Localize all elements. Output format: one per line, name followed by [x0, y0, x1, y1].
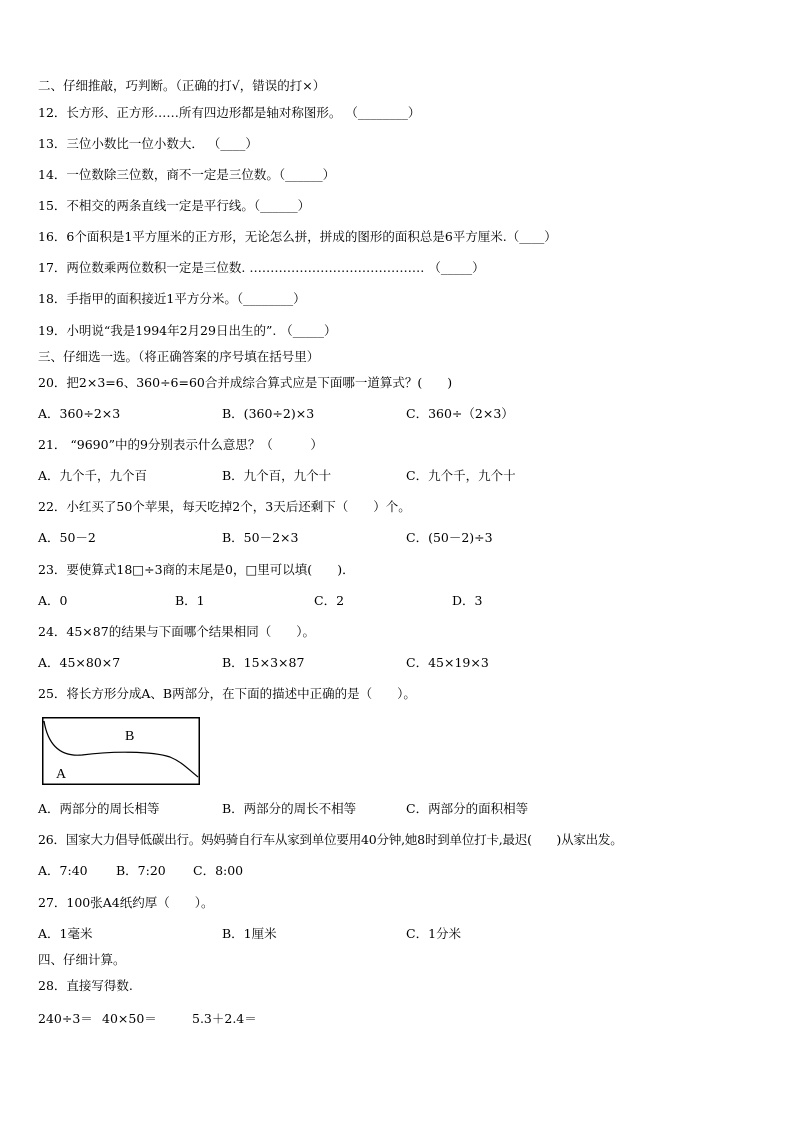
q20-option-a: A．360÷2×3	[38, 406, 121, 421]
q26-option-a: A．7:40	[38, 863, 88, 878]
question-25: 25．将长方形分成A、B两部分，在下面的描述中正确的是（ ）。	[38, 686, 416, 701]
q21-option-c: C．九个千，九个十	[406, 468, 516, 483]
question-20: 20．把2×3=6、360÷6=60合并成综合算式应是下面哪一道算式？( )	[38, 375, 453, 390]
section-2-heading: 二、仔细推敲，巧判断。（正确的打√，错误的打×）	[38, 78, 326, 93]
q22-option-b: B．50－2×3	[222, 530, 299, 545]
region-a-label: A	[56, 767, 67, 782]
q25-option-c: C．两部分的面积相等	[406, 801, 529, 816]
q24-option-b: B．15×3×87	[222, 655, 305, 670]
q23-option-d: D．3	[452, 593, 483, 608]
q27-option-c: C．1分米	[406, 926, 462, 941]
q25-option-a: A．两部分的周长相等	[38, 801, 160, 816]
q23-option-b: B．1	[175, 593, 205, 608]
q27-option-a: A．1毫米	[38, 926, 93, 941]
question-13: 13．三位小数比一位小数大． （____）	[38, 136, 258, 151]
question-24: 24．45×87的结果与下面哪个结果相同（ ）。	[38, 624, 315, 639]
q20-option-b: B．(360÷2)×3	[222, 406, 315, 421]
question-18: 18．手指甲的面积接近1平方分米。（________）	[38, 291, 306, 306]
q26-option-c: C．8:00	[193, 863, 244, 878]
q22-option-c: C．(50－2)÷3	[406, 530, 493, 545]
question-16: 16．6个面积是1平方厘米的正方形，无论怎么拼，拼成的图形的面积总是6平方厘米.（____）	[38, 229, 557, 244]
question-21: 21． “9690”中的9分别表示什么意思？（ ）	[38, 437, 323, 452]
calc-expression-1: 240÷3＝	[38, 1011, 93, 1026]
question-12: 12．长方形、正方形……所有四边形都是轴对称图形。 （________）	[38, 105, 421, 120]
question-19: 19．小明说“我是1994年2月29日出生的”. （_____）	[38, 323, 337, 338]
rectangle-figure	[42, 717, 200, 785]
region-b-label: B	[125, 729, 135, 744]
section-4-heading: 四、仔细计算。	[38, 952, 126, 967]
calc-expression-3: 5.3＋2.4＝	[192, 1011, 257, 1026]
q23-option-a: A．0	[38, 593, 68, 608]
q20-option-c: C．360÷（2×3）	[406, 406, 514, 421]
q24-option-a: A．45×80×7	[38, 655, 121, 670]
calc-expression-2: 40×50＝	[102, 1011, 157, 1026]
section-3-heading: 三、仔细选一选。（将正确答案的序号填在括号里）	[38, 349, 320, 364]
question-17: 17．两位数乘两位数积一定是三位数. …………………………………… （_____）	[38, 260, 485, 275]
q26-option-b: B．7:20	[116, 863, 166, 878]
rectangle-diagram	[42, 717, 200, 785]
question-22: 22．小红买了50个苹果，每天吃掉2个，3天后还剩下（ ）个。	[38, 499, 411, 514]
q23-option-c: C．2	[314, 593, 345, 608]
question-28: 28．直接写得数.	[38, 978, 133, 993]
q21-option-b: B．九个百，九个十	[222, 468, 332, 483]
q25-option-b: B．两部分的周长不相等	[222, 801, 357, 816]
question-14: 14．一位数除三位数，商不一定是三位数。（______）	[38, 167, 336, 182]
question-15: 15．不相交的两条直线一定是平行线。（______）	[38, 198, 311, 213]
q24-option-c: C．45×19×3	[406, 655, 489, 670]
q22-option-a: A．50－2	[38, 530, 96, 545]
question-27: 27．100张A4纸约厚（ ）。	[38, 895, 214, 910]
q21-option-a: A．九个千，九个百	[38, 468, 148, 483]
question-23: 23．要使算式18□÷3商的末尾是0，□里可以填( )．	[38, 562, 355, 577]
question-26: 26．国家大力倡导低碳出行。妈妈骑自行车从家到单位要用40分钟,她8时到单位打卡,最迟( )从家出发。	[38, 832, 623, 847]
q27-option-b: B．1厘米	[222, 926, 277, 941]
